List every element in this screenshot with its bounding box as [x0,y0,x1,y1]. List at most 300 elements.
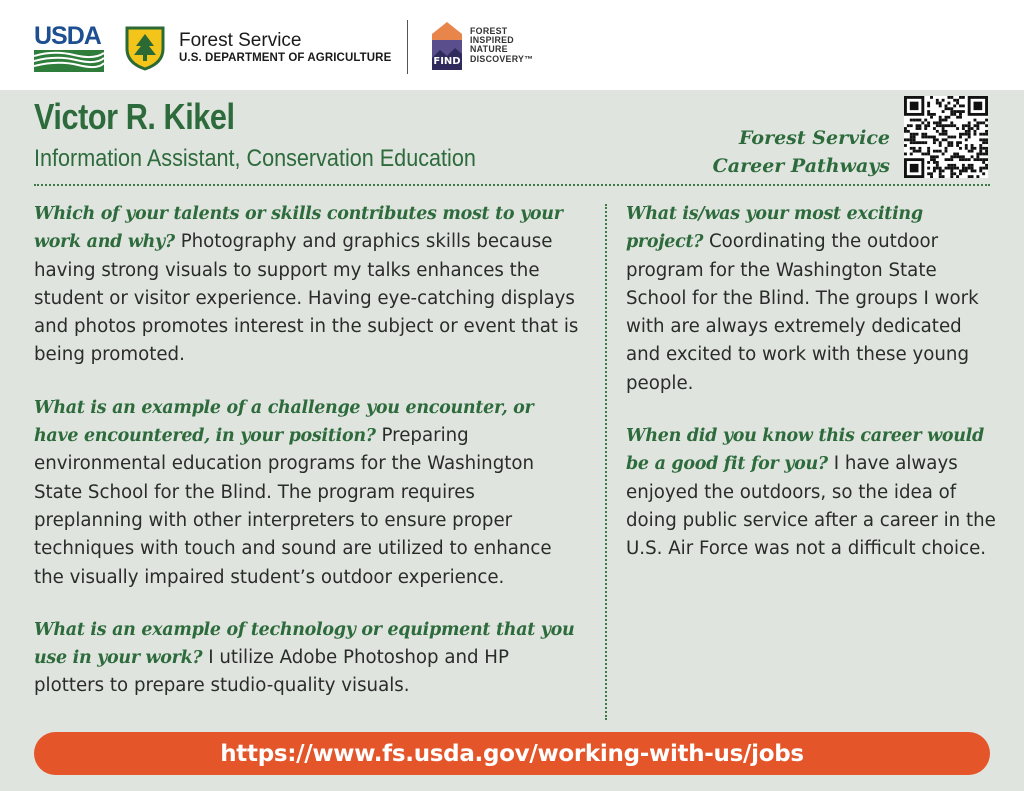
qr-module [965,147,968,150]
qr-module [947,158,950,161]
qr-module [968,158,971,161]
qr-module [939,172,942,175]
header-divider [407,20,408,74]
qr-module [927,147,930,150]
qr-module [924,119,927,122]
qr-module [913,150,916,153]
qr-module [962,164,965,167]
qr-module [985,138,988,141]
qr-module [979,167,982,170]
qr-module [950,110,953,113]
qr-module [959,172,962,175]
qr-module [953,153,956,156]
qr-module [936,102,939,105]
qr-module [985,141,988,144]
qr-module [918,147,921,150]
qr-module [982,141,985,144]
qr-module [962,124,965,127]
qr-module [927,113,930,116]
qr-module [962,110,965,113]
qr-module [916,127,919,130]
qr-module [979,147,982,150]
qr-module [927,104,930,107]
qr-module [924,153,927,156]
qr-module [918,141,921,144]
qr-module [962,127,965,130]
qr-module [916,119,919,122]
qr-code-icon [904,96,988,178]
qr-module [939,102,942,105]
qr-module [904,127,907,130]
qr-module [947,96,950,99]
qr-module [979,158,982,161]
qr-module [918,150,921,153]
qr-module [962,167,965,170]
qr-module [945,130,948,133]
qr-module [933,113,936,116]
qa-item [626,422,996,563]
qr-module [907,124,910,127]
qr-module [924,136,927,139]
qr-module [959,110,962,113]
qr-module [950,141,953,144]
qr-module [962,133,965,136]
qr-module [971,147,974,150]
qr-finder [910,164,919,172]
qr-module [985,158,988,161]
qr-module [976,155,979,158]
qr-module [947,141,950,144]
qr-module [918,119,921,122]
qr-module [962,96,965,99]
qr-module [965,167,968,170]
qr-module [907,130,910,133]
qr-module [959,104,962,107]
qr-module [968,127,971,130]
qr-module [921,133,924,136]
header [0,0,1024,90]
qr-module [962,170,965,173]
qr-module [947,144,950,147]
qr-module [974,130,977,133]
qr-module [950,175,953,178]
qr-module [950,136,953,139]
qr-module [968,175,971,178]
qr-module [965,130,968,133]
qr-module [953,104,956,107]
agency-name: Forest Service [179,30,302,51]
qr-module [959,158,962,161]
qr-module [950,144,953,147]
qr-module [939,141,942,144]
qr-module [962,158,965,161]
qr-module [947,136,950,139]
qr-module [942,119,945,122]
answer: Preparing environmental education programs for the Washington State School for the Blind. The program requires preplanning with other interpreters to ensure proper techniques with touch and sound are utilized to enhance the visually impaired student’s outdoor experience. [34,425,552,588]
qr-module [921,121,924,124]
question: What is an example of a challenge you encounter, or have encountered, in your position? [34,397,534,447]
qr-module [950,172,953,175]
qr-module [979,170,982,173]
qr-module [924,133,927,136]
qr-module [945,147,948,150]
qr-module [968,124,971,127]
qr-module [945,133,948,136]
qr-module [916,150,919,153]
qr-module [950,113,953,116]
qr-module [913,138,916,141]
qr-module [976,153,979,156]
qr-module [916,124,919,127]
find-logo-text: FIND [433,56,461,67]
qr-module [953,113,956,116]
qr-module [930,155,933,158]
find-tagline-line: INSPIRED [470,35,514,46]
qr-module [942,175,945,178]
qr-module [913,133,916,136]
qr-module [933,158,936,161]
qr-module [930,96,933,99]
qr-module [942,124,945,127]
qr-module [947,164,950,167]
qr-module [950,107,953,110]
find-tagline-line: DISCOVERY™ [470,53,534,64]
qr-finder [974,102,983,110]
qa-item [34,394,582,592]
qr-module [956,102,959,105]
find-tagline-line: NATURE [470,44,508,55]
qr-module [985,133,988,136]
qr-module [945,116,948,119]
qr-module [985,124,988,127]
qr-module [933,141,936,144]
qr-module [971,150,974,153]
qr-module [959,133,962,136]
qr-module [965,124,968,127]
qr-module [968,150,971,153]
qr-module [936,124,939,127]
qa-item [626,200,996,398]
qr-module [939,150,942,153]
qr-module [968,164,971,167]
qr-module [936,155,939,158]
qr-module [956,167,959,170]
qr-module [956,155,959,158]
qr-module [927,110,930,113]
qr-module [982,153,985,156]
qr-module [904,130,907,133]
qr-module [942,99,945,102]
qr-module [965,144,968,147]
qr-module [916,141,919,144]
qr-module [904,144,907,147]
qr-module [930,158,933,161]
qr-module [939,170,942,173]
qr-module [950,167,953,170]
qr-module [933,121,936,124]
qr-module [956,153,959,156]
qr-module [965,170,968,173]
qr-module [976,121,979,124]
qr-module [910,136,913,139]
qr-module [933,138,936,141]
qr-module [936,130,939,133]
qa-item [34,200,582,370]
qr-module [942,110,945,113]
qr-module [930,175,933,178]
find-tagline-line: FOREST [470,26,508,36]
qr-module [982,133,985,136]
qr-module [956,110,959,113]
qr-module [974,158,977,161]
qr-module [921,136,924,139]
qr-module [985,119,988,122]
qr-module [927,167,930,170]
qr-module [956,99,959,102]
qr-module [959,116,962,119]
qa-item [34,616,582,701]
qr-module [968,121,971,124]
qr-module [971,144,974,147]
qr-module [904,153,907,156]
qr-module [927,150,930,153]
qr-module [950,121,953,124]
qr-module [942,133,945,136]
qr-module [927,121,930,124]
qr-module [959,136,962,139]
qr-module [916,133,919,136]
qr-module [956,141,959,144]
qr-module [913,147,916,150]
usda-logo[interactable] [34,22,104,72]
qr-module [936,121,939,124]
qr-module [953,172,956,175]
qr-module [968,136,971,139]
answer: I utilize Adobe Photoshop and HP plotters to prepare studio-quality visuals. [34,647,509,697]
qr-module [953,124,956,127]
qr-module [947,107,950,110]
qr-module [950,155,953,158]
qr-module [982,167,985,170]
qr-module [947,124,950,127]
qr-module [918,124,921,127]
qr-module [933,136,936,139]
qr-module [936,164,939,167]
profile-job-title: Information Assistant, Conservation Education [34,145,476,172]
qr-module [945,107,948,110]
qr-module [927,136,930,139]
qr-module [939,133,942,136]
qr-module [971,164,974,167]
qr-module [985,167,988,170]
right-column [626,200,996,588]
qr-module [939,119,942,122]
qr-module [982,172,985,175]
qr-module [930,136,933,139]
career-pathways-line: Forest Service [738,127,890,149]
qr-module [979,150,982,153]
qr-module [979,133,982,136]
left-column [34,200,582,725]
qr-module [950,170,953,173]
qr-module [982,121,985,124]
qr-module [982,158,985,161]
qr-module [965,133,968,136]
qr-module [979,121,982,124]
qr-module [959,113,962,116]
qr-module [950,158,953,161]
qr-module [933,161,936,164]
qr-module [936,161,939,164]
qr-module [933,155,936,158]
qr-module [924,141,927,144]
qr-module [910,141,913,144]
qr-module [936,167,939,170]
qr-module [924,127,927,130]
answer: Coordinating the outdoor program for the Washington State School for the Blind. The groups I work with are always extremely dedicated and excited to work with these young people. [626,231,979,394]
qr-module [910,147,913,150]
qr-module [927,124,930,127]
qr-module [982,147,985,150]
qr-module [979,144,982,147]
qr-module [968,167,971,170]
qr-module [985,147,988,150]
qr-module [959,170,962,173]
qr-module [985,164,988,167]
answer: Photography and graphics skills because having strong visuals to support my talks enhances the student or visitor experience. Having eye-catching displays and photos promotes interest in the subject or event that is being promoted. [34,231,579,366]
qr-module [968,133,971,136]
qr-module [979,138,982,141]
qr-module [933,167,936,170]
qr-module [933,150,936,153]
qr-module [930,172,933,175]
usda-hills-icon [34,50,104,72]
qr-module [945,104,948,107]
qr-module [953,136,956,139]
qr-module [945,158,948,161]
qr-module [945,119,948,122]
qr-module [927,102,930,105]
qr-module [910,119,913,122]
career-pathways-label [713,124,890,180]
qr-module [974,124,977,127]
qr-module [985,130,988,133]
qr-module [962,104,965,107]
qr-module [953,99,956,102]
qr-module [971,167,974,170]
qr-module [910,153,913,156]
qr-module [950,124,953,127]
qr-module [956,116,959,119]
qr-module [962,155,965,158]
qr-module [953,155,956,158]
qr-module [976,124,979,127]
qr-module [921,153,924,156]
qr-module [979,153,982,156]
qr-module [985,153,988,156]
find-tagline [470,27,533,64]
qr-module [904,138,907,141]
qr-module [927,172,930,175]
question: When did you know this career would be a good fit for you? [626,426,984,475]
qr-module [971,155,974,158]
qr-module [942,138,945,141]
qr-module [927,153,930,156]
qr-module [930,116,933,119]
qr-module [953,167,956,170]
column-separator [605,204,607,720]
qr-module [974,170,977,173]
qr-module [939,144,942,147]
qr-module [927,161,930,164]
qr-module [933,170,936,173]
qr-module [956,144,959,147]
qr-module [959,96,962,99]
question: What is/was your most exciting project? [626,204,923,253]
jobs-url-banner[interactable] [34,732,990,775]
forest-service-shield-icon [123,25,167,71]
qr-module [953,164,956,167]
qr-module [976,175,979,178]
qr-module [950,96,953,99]
qr-module [942,127,945,130]
qr-module [921,141,924,144]
qr-module [976,158,979,161]
profile-name: Victor R. Kikel [34,96,235,137]
qr-module [910,133,913,136]
qr-module [942,130,945,133]
qr-module [942,153,945,156]
qr-code[interactable] [904,96,988,178]
qr-module [965,138,968,141]
qr-module [910,124,913,127]
qr-module [910,138,913,141]
qr-module [947,102,950,105]
qr-module [945,124,948,127]
find-logo-icon [430,20,464,72]
qr-module [974,133,977,136]
qr-module [945,150,948,153]
qr-module [933,127,936,130]
career-pathways-line: Career Pathways [712,155,890,177]
qr-module [974,119,977,122]
department-name: U.S. DEPARTMENT OF AGRICULTURE [179,52,392,64]
qr-module [974,147,977,150]
qr-module [976,127,979,130]
qr-module [947,116,950,119]
qr-finder [910,102,919,110]
qr-module [945,138,948,141]
qr-module [913,119,916,122]
qr-module [939,121,942,124]
qr-module [939,124,942,127]
qr-module [968,130,971,133]
qr-module [959,141,962,144]
qr-module [907,138,910,141]
jobs-url-link[interactable]: https://www.fs.usda.gov/working-with-us/jobs [220,740,804,767]
qr-module [950,164,953,167]
qr-module [936,138,939,141]
qr-module [936,150,939,153]
qr-module [913,141,916,144]
question: Which of your talents or skills contributes most to your work and why? [34,204,563,253]
usda-logo-text: USDA [34,22,101,50]
qr-module [924,124,927,127]
qr-module [985,150,988,153]
qr-module [939,175,942,178]
qr-module [939,167,942,170]
qr-module [971,175,974,178]
